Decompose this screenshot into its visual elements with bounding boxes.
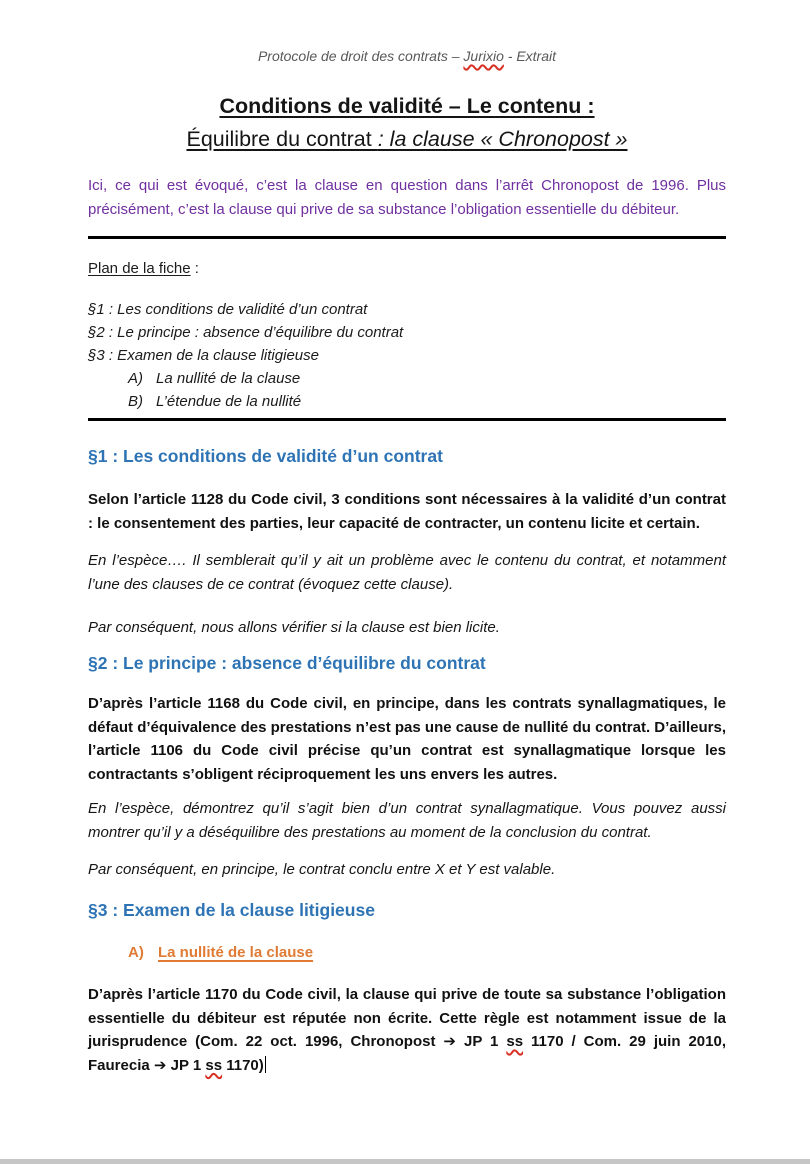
plan-title <box>88 257 726 280</box>
title-line-1: Conditions de validité – Le contenu : <box>219 94 595 118</box>
title-line-2 <box>88 123 726 156</box>
plan-title-underlined: Plan de la fiche <box>88 260 191 277</box>
plan-title-suffix: : <box>190 260 199 277</box>
document-title <box>88 90 726 156</box>
section-divider-bottom <box>88 418 726 421</box>
text-cursor <box>265 1056 267 1073</box>
heading-section-2: §2 : Le principe : absence d’équilibre du contrat <box>88 653 486 673</box>
plan-list <box>88 298 726 413</box>
bottom-gray-bar <box>0 1159 810 1164</box>
plan-item-1: §1 : Les conditions de validité d’un contrat <box>88 301 368 318</box>
s1-conclusion-paragraph: Par conséquent, nous allons vérifier si la clause est bien licite. <box>88 619 500 636</box>
plan-item-3a <box>88 367 726 390</box>
title-line-2-italic: : la clause « Chronopost » <box>377 127 628 151</box>
plan-item-3b <box>88 390 726 413</box>
title-line-2-regular: Équilibre du contrat <box>186 127 378 151</box>
s3-rule-paragraph[interactable] <box>88 983 726 1077</box>
plan-item-3: §3 : Examen de la clause litigieuse <box>88 347 319 364</box>
s2-rule-paragraph: D’après l’article 1168 du Code civil, en principe, dans les contrats synallagmatiques, le défaut d’équivalence des prestations n’est pas une cause de nullité du contrat. D’ailleurs, l’article 1106 du Code civil précise qu’un contrat est synallagmatique lorsque les contractants s’obligent réciproquement les uns envers les autres. <box>88 695 726 783</box>
plan-item-3b-text: L’étendue de la nullité <box>156 393 302 410</box>
s3-rule-text: D’après l’article 1170 du Code civil, la clause qui prive de toute sa substance l’obligation essentielle du débiteur est réputée non écrite. Cette règle est notamment issue de la jurisprudence (Com. 22 oct. 1996, Chronopost ➔ JP 1 ss 1170 / Com. 29 juin 2010, Faurecia ➔ JP 1 ss 1170) <box>88 986 726 1074</box>
heading-section-1: §1 : Les conditions de validité d’un contrat <box>88 446 443 466</box>
section-divider-top <box>88 236 726 239</box>
page-header-running-title: Protocole de droit des contrats – Jurixio - Extrait <box>257 48 557 64</box>
s1-application-paragraph: En l’espèce…. Il semblerait qu’il y ait un problème avec le contenu du contrat, et notamment l’une des clauses de ce contrat (évoquez cette clause). <box>88 552 726 593</box>
subheading-a-label: A) <box>128 944 144 961</box>
s2-conclusion-paragraph: Par conséquent, en principe, le contrat conclu entre X et Y est valable. <box>88 861 556 878</box>
plan-item-3b-label: B) <box>128 393 143 410</box>
subheading-a <box>88 941 766 964</box>
heading-section-3: §3 : Examen de la clause litigieuse <box>88 900 375 920</box>
subheading-a-title: La nullité de la clause <box>158 944 314 961</box>
plan-item-3a-label: A) <box>128 370 143 387</box>
plan-item-2: §2 : Le principe : absence d’équilibre du contrat <box>88 324 404 341</box>
s1-rule-paragraph: Selon l’article 1128 du Code civil, 3 conditions sont nécessaires à la validité d’un contrat : le consentement des parties, leur capacité de contracter, un contenu licite et certain. <box>88 491 726 532</box>
s2-application-paragraph: En l’espèce, démontrez qu’il s’agit bien d’un contrat synallagmatique. Vous pouvez aussi montrer qu’il y a déséquilibre des prestations au moment de la conclusion du contrat. <box>88 800 726 841</box>
plan-item-3a-text: La nullité de la clause <box>156 370 301 387</box>
intro-note: Ici, ce qui est évoqué, c’est la clause en question dans l’arrêt Chronopost de 1996. Plus précisément, c’est la clause qui prive de sa substance l’obligation essentielle du débiteur. <box>88 177 726 218</box>
